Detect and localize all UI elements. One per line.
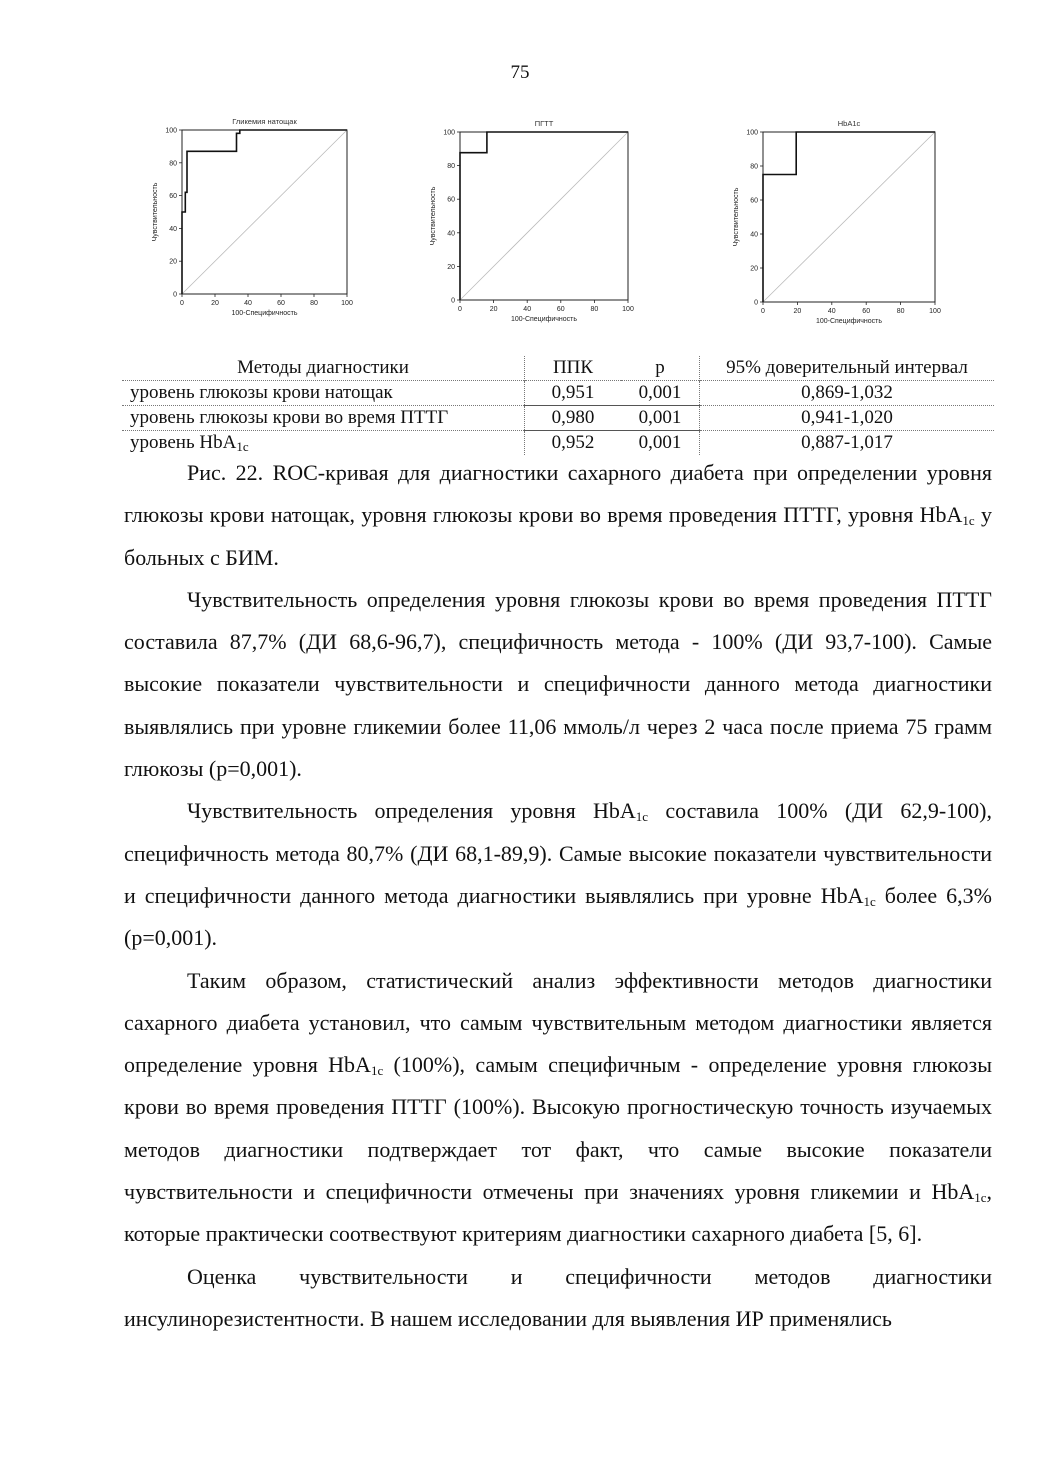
roc-chart-ogtt [430, 112, 650, 332]
x-tick-label: 100 [929, 308, 941, 315]
x-tick-label: 40 [244, 300, 252, 307]
p-cell: 0,001 [621, 431, 700, 456]
x-tick-label: 20 [211, 300, 219, 307]
x-tick-label: 60 [277, 300, 285, 307]
y-tick-label: 60 [447, 196, 455, 204]
y-axis-label: Чувствительность [152, 182, 159, 242]
x-tick-label: 80 [310, 300, 318, 307]
x-axis-label: 100-Специфичность [231, 310, 298, 317]
y-tick-label: 60 [169, 193, 177, 201]
p-cell: 0,001 [621, 406, 700, 431]
auc-cell: 0,952 [525, 431, 622, 456]
body-text [124, 452, 992, 1340]
reference-diagonal [460, 132, 628, 300]
table-header-row [122, 356, 994, 381]
header-methods: Методы диагностики [237, 357, 409, 378]
p-cell: 0,001 [621, 381, 700, 406]
y-tick-label: 0 [754, 299, 758, 307]
table-row [122, 381, 994, 406]
y-tick-label: 20 [447, 263, 455, 271]
y-tick-label: 80 [447, 163, 455, 171]
header-p: p [655, 357, 665, 378]
x-tick-label: 0 [180, 300, 184, 307]
roc-chart-hba1c [725, 112, 950, 332]
x-tick-label: 40 [827, 308, 836, 315]
x-tick-label: 0 [458, 306, 462, 313]
y-tick-label: 100 [746, 129, 758, 137]
paragraph: Оценка чувствительности и специфичности методов диагностики инсулинорезистентности. В нашем исследовании для выявления ИР применялись [124, 1263, 992, 1331]
y-tick-label: 80 [169, 160, 177, 168]
x-axis-label: 100-Специфичность [510, 316, 578, 323]
header-auc: ППК [525, 356, 622, 381]
y-tick-label: 40 [447, 230, 455, 238]
x-tick-label: 100 [622, 306, 634, 313]
paragraph: Чувствительность определения уровня глюкозы крови во время проведения ПТТГ составила 87,7% (ДИ 68,6-96,7), специфичность метода - 100% (ДИ 93,7-100). Самые высокие показатели чувствительности и специфичности данного метода диагностики выявлялись при уровне гликемии более 11,06 ммоль/л через 2 часа после приема 75 грамм глюкозы (p=0,001). [124, 586, 992, 782]
ci-cell: 0,941-1,020 [700, 406, 995, 431]
y-tick-label: 0 [451, 297, 455, 305]
reference-diagonal [763, 132, 935, 302]
y-tick-label: 40 [169, 225, 177, 233]
paragraph: Чувствительность определения уровня HbA$_{1c}$ составила 100% (ДИ 62,9-100), специфичность метода 80,7% (ДИ 68,1-89,9). Самые высокие показатели чувствительности и специфичности данного метода диагностики выявлялись при уровне HbA$_{1c}$ более 6,3% (p=0,001). [124, 798, 992, 951]
x-axis-label: 100-Специфичность [815, 318, 883, 325]
y-tick-label: 20 [750, 265, 758, 273]
page-number: 75 [510, 62, 530, 83]
y-axis-label: Чувствительность [733, 187, 740, 247]
y-tick-label: 100 [443, 129, 455, 137]
x-tick-label: 60 [556, 306, 565, 313]
results-table [122, 356, 994, 455]
table-row [122, 406, 994, 431]
x-tick-label: 80 [590, 306, 599, 313]
chart-title: ПГТТ [534, 119, 554, 128]
y-tick-label: 80 [750, 163, 758, 171]
ci-cell: 0,869-1,032 [700, 381, 995, 406]
chart-title: HbA1c [837, 119, 861, 128]
y-tick-label: 60 [750, 197, 758, 205]
reference-diagonal [182, 130, 347, 294]
y-tick-label: 0 [173, 291, 177, 299]
x-tick-label: 40 [523, 306, 532, 313]
x-tick-label: 0 [761, 308, 765, 315]
paragraph: Таким образом, статистический анализ эффективности методов диагностики сахарного диабета установил, что самым чувствительным методом диагностики является определение уровня HbA$_{1c}$ (100%), самым специфичным - определение уровня глюкозы крови во время проведения ПТТГ (100%). Высокую прогностическую точность изучаемых методов диагностики подтверждает тот факт, что самые высокие показатели чувствительности и специфичности отмечены при значениях уровня гликемии и HbA$_{1c}$, которые практически соотвествуют критериям диагностики сахарного диабета [5, 6]. [124, 967, 992, 1247]
roc-chart-fasting-glucose [140, 112, 360, 324]
y-tick-label: 100 [165, 127, 177, 135]
x-tick-label: 60 [862, 308, 871, 315]
chart-title: Гликемия натощак [232, 117, 297, 126]
x-tick-label: 100 [341, 300, 353, 307]
header-ci: 95% доверительный интервал [700, 356, 995, 381]
x-tick-label: 20 [793, 308, 802, 315]
method-cell: уровень глюкозы крови во время ПТТГ [122, 406, 525, 431]
y-axis-label: Чувствительность [430, 186, 437, 246]
y-tick-label: 40 [750, 231, 758, 239]
ci-cell: 0,887-1,017 [700, 431, 995, 456]
auc-cell: 0,980 [525, 406, 622, 431]
x-tick-label: 20 [489, 306, 498, 313]
method-cell: уровень HbA$_{1c}$ [122, 431, 525, 456]
figure-caption: Рис. 22. ROC-кривая для диагностики сахарного диабета при определении уровня глюкозы крови натощак, уровня глюкозы крови во время проведения ПТТГ, уровня HbA$_{1c}$ у больных с БИМ. [124, 460, 992, 570]
method-cell: уровень глюкозы крови натощак [122, 381, 525, 406]
x-tick-label: 80 [896, 308, 905, 315]
auc-cell: 0,951 [525, 381, 622, 406]
y-tick-label: 20 [169, 258, 177, 266]
